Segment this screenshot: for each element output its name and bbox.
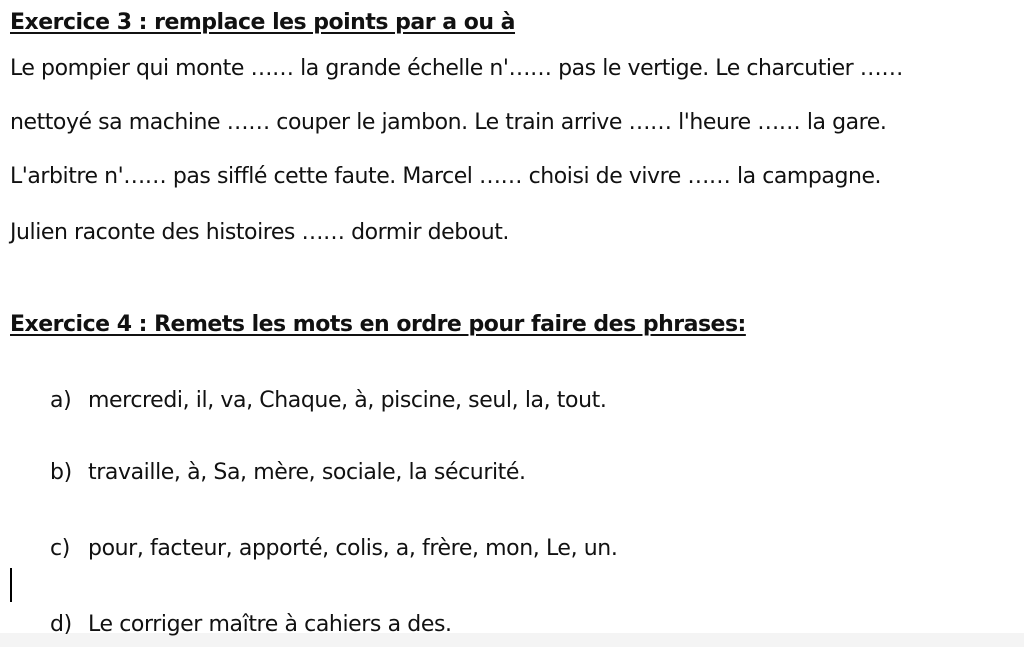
item-marker: d) <box>50 612 72 637</box>
exercise-3-line-3: L'arbitre n'…… pas sifflé cette faute. Marcel …… choisi de vivre …… la campagne. <box>10 164 882 189</box>
item-marker: c) <box>50 536 70 561</box>
exercise-3-line-1: Le pompier qui monte …… la grande échelle n'…… pas le vertige. Le charcutier …… <box>10 56 903 81</box>
exercise-3-line-4: Julien raconte des histoires …… dormir debout. <box>10 220 509 245</box>
item-text: Le corriger maître à cahiers a des. <box>88 612 452 637</box>
exercise-4-item-a <box>50 388 606 413</box>
exercise-4-item-d <box>50 612 452 637</box>
exercise-3-line-2: nettoyé sa machine …… couper le jambon. Le train arrive …… l'heure …… la gare. <box>10 110 887 135</box>
item-marker: b) <box>50 460 72 485</box>
item-marker: a) <box>50 388 72 413</box>
text-cursor <box>10 568 12 602</box>
exercise-3-title: Exercice 3 : remplace les points par a ou à <box>10 10 516 35</box>
exercise-4-title: Exercice 4 : Remets les mots en ordre pour faire des phrases: <box>10 312 746 337</box>
exercise-4-item-c <box>50 536 617 561</box>
exercise-4-item-b <box>50 460 526 485</box>
item-text: travaille, à, Sa, mère, sociale, la sécurité. <box>88 460 526 485</box>
item-text: pour, facteur, apporté, colis, a, frère, mon, Le, un. <box>88 536 618 561</box>
item-text: mercredi, il, va, Chaque, à, piscine, seul, la, tout. <box>88 388 607 413</box>
